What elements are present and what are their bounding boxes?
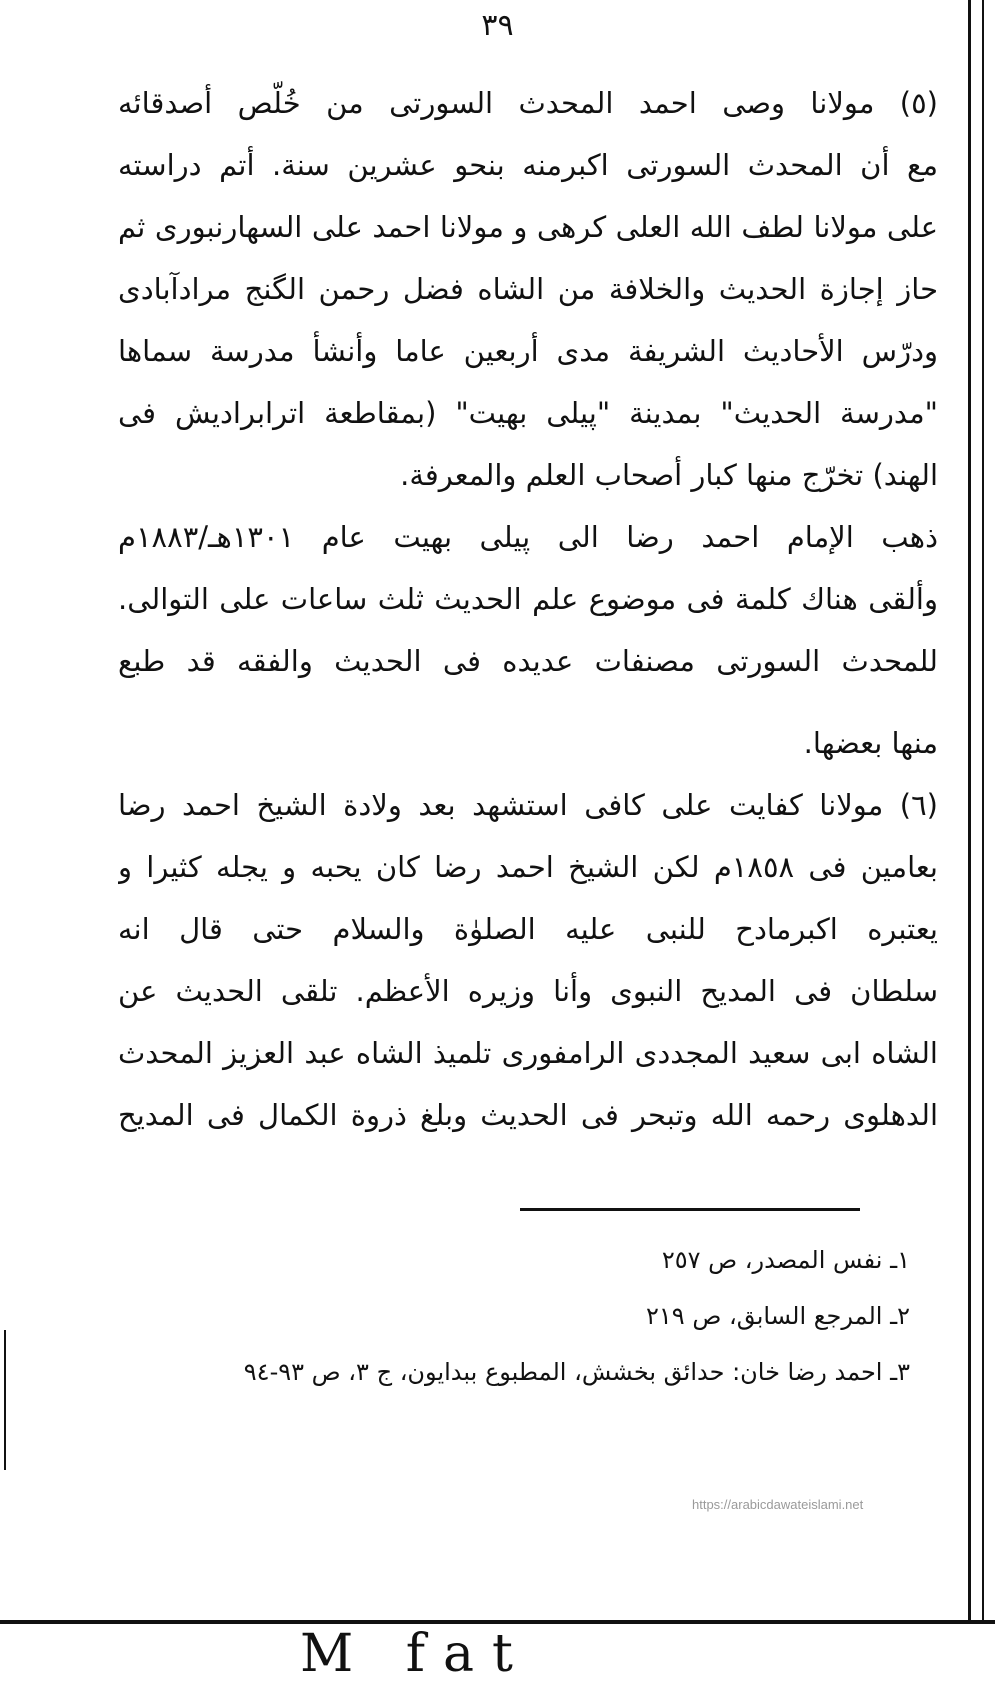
text-line: حاز إجازة الحدیث والخلافة من الشاه فضل رحمن الگنج مرادآبادی (118, 272, 938, 306)
text-line: سلطان فی المدیح النبوی وأنا وزیره الأعظم. تلقی الحدیث عن (118, 974, 938, 1008)
left-margin-mark (4, 1330, 6, 1470)
footnote-separator (520, 1208, 860, 1211)
text-line: ودرّس الأحادیث الشریفة مدی أربعین عاما وأنشأ مدرسة سماها (118, 334, 938, 368)
text-line: مع أن المحدث السورتی اکبرمنه بنحو عشرین سنة. أتم دراسته (118, 148, 938, 182)
right-outer-border-line (982, 0, 984, 1622)
text-line: بعامین فی ١٨٥٨م لکن الشیخ احمد رضا کان یحبه و یجله کثیرا و (118, 850, 938, 884)
cut-off-text: M fat (300, 1624, 531, 1684)
main-text (118, 72, 938, 1146)
text-line: الشاه ابی سعید المجددی الرامفوری تلمیذ الشاه عبد العزیز المحدث (118, 1036, 938, 1070)
watermark-url: https://arabicdawateislami.net (692, 1497, 864, 1512)
text-line: للمحدث السورتی مصنفات عدیده فی الحدیث والفقه قد طبع (118, 644, 938, 678)
text-line: علی مولانا لطف الله العلی کرهی و مولانا احمد علی السهارنبوری ثم (118, 210, 938, 244)
text-line: الهند) تخرّج منها کبار أصحاب العلم والمعرفة. (400, 458, 938, 492)
text-line: الدهلوی رحمه الله وتبحر فی الحدیث وبلغ ذروة الکمال فی المدیح (118, 1098, 938, 1132)
text-line: (٥) مولانا وصی احمد المحدث السورتی من خُلّص أصدقائه (118, 86, 938, 120)
footnote: ٣ـ احمد رضا خان: حدائق بخشش، المطبوع ببدایون، ج ٣، ص ٩٣-٩٤ (243, 1358, 910, 1386)
paragraph-gap (118, 692, 938, 712)
text-line: ذهب الإمام احمد رضا الی پیلی بهیت عام ١٣٠١هـ/١٨٨٣م (118, 520, 938, 554)
right-border-line (968, 0, 971, 1622)
text-line: منها بعضها. (803, 726, 938, 760)
text-line: (٦) مولانا کفایت علی کافی استشهد بعد ولادة الشیخ احمد رضا (118, 788, 938, 822)
text-line: وألقی هناك کلمة فی موضوع علم الحدیث ثلث ساعات علی التوالی. (118, 582, 938, 616)
footnote: ١ـ نفس المصدر، ص ٢٥٧ (661, 1246, 910, 1274)
footnotes (150, 1232, 910, 1400)
text-line: "مدرسة الحدیث" بمدینة "پیلی بهیت" (بمقاطعة اترابرادیش فی (118, 396, 938, 430)
page-number: ٣٩ (481, 8, 514, 43)
text-line: یعتبره اکبرمادح للنبی علیه الصلوٰة والسلام حتی قال انه (118, 912, 938, 946)
footnote: ٢ـ المرجع السابق، ص ٢١٩ (646, 1302, 910, 1330)
